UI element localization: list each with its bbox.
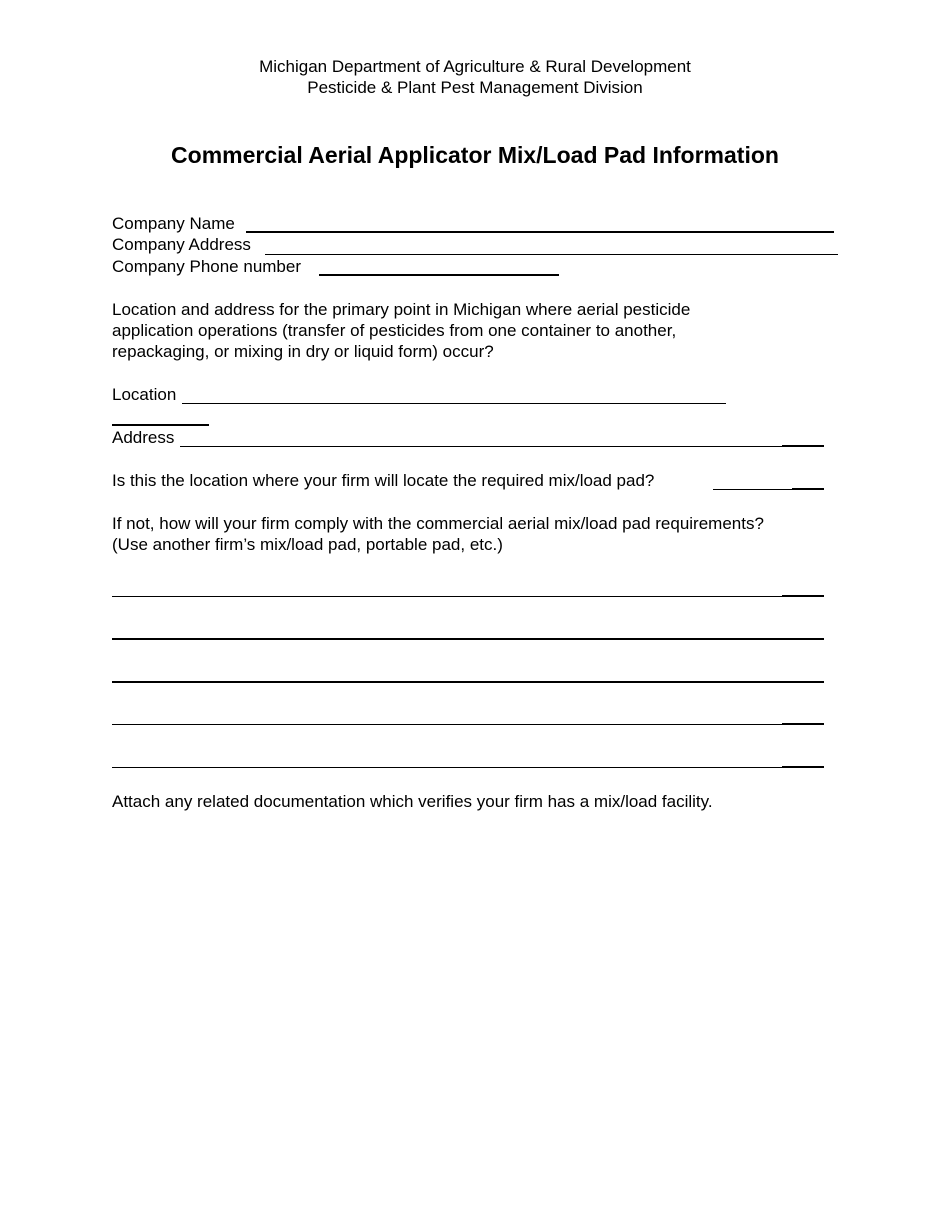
comply-answer-line-4[interactable]: [112, 724, 782, 725]
comply-answer-line-4-end[interactable]: [782, 723, 824, 725]
location-question-line-2: application operations (transfer of pesticides from one container to another,: [112, 321, 677, 340]
address-field[interactable]: [180, 446, 782, 447]
attach-documentation-note: Attach any related documentation which verifies your firm has a mix/load facility.: [112, 792, 713, 811]
location-question-line-3: repackaging, or mixing in dry or liquid form) occur?: [112, 342, 494, 361]
company-name-field[interactable]: [246, 231, 834, 233]
location-field-continuation[interactable]: [112, 424, 209, 426]
mixload-answer-field-end[interactable]: [792, 488, 824, 490]
address-label: Address: [112, 428, 175, 447]
mixload-location-question: Is this the location where your firm will locate the required mix/load pad?: [112, 471, 655, 490]
comply-answer-line-2[interactable]: [112, 638, 824, 640]
comply-question-line-2: (Use another firm’s mix/load pad, portable pad, etc.): [112, 535, 503, 554]
company-address-label: Company Address: [112, 235, 251, 254]
company-name-label: Company Name: [112, 214, 235, 233]
comply-question-line-1: If not, how will your firm comply with the commercial aerial mix/load pad requirements?: [112, 514, 764, 533]
company-phone-label: Company Phone number: [112, 257, 302, 276]
division-name: Pesticide & Plant Pest Management Division: [307, 78, 643, 97]
comply-answer-line-5[interactable]: [112, 767, 782, 768]
address-field-end[interactable]: [782, 445, 824, 447]
comply-answer-line-5-end[interactable]: [782, 766, 824, 768]
location-label: Location: [112, 385, 177, 404]
comply-answer-line-1-end[interactable]: [782, 595, 824, 597]
location-field[interactable]: [182, 403, 726, 404]
comply-answer-line-3[interactable]: [112, 681, 824, 683]
form-title: Commercial Aerial Applicator Mix/Load Pad Information: [171, 142, 779, 168]
company-phone-field[interactable]: [319, 274, 559, 276]
mixload-answer-field[interactable]: [713, 489, 792, 490]
company-address-field[interactable]: [265, 254, 838, 255]
location-question-line-1: Location and address for the primary point in Michigan where aerial pesticide: [112, 300, 691, 319]
comply-answer-line-1[interactable]: [112, 596, 782, 597]
agency-name: Michigan Department of Agriculture & Rural Development: [259, 57, 691, 76]
